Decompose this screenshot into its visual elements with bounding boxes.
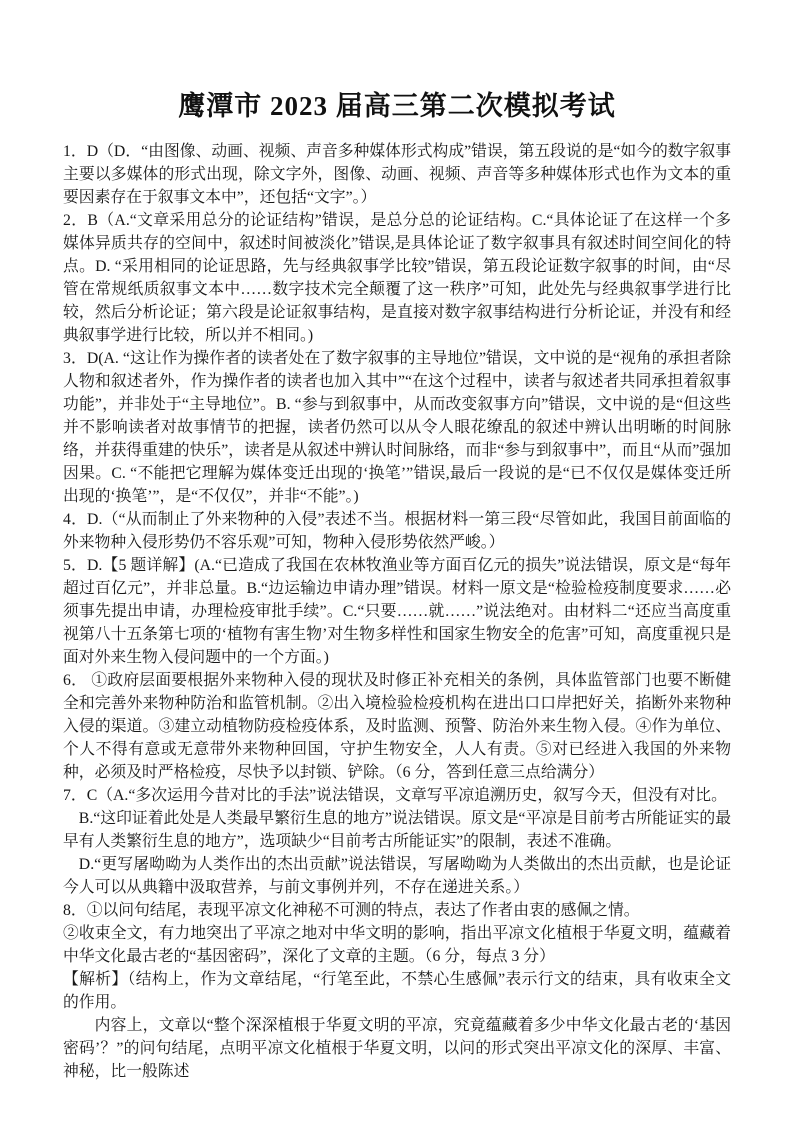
answer-key-body — [63, 140, 731, 1083]
answer-q7-option-b: B.“这印证着此处是人类最早繁衍生息的地方”说法错误。原文是“平凉是目前考古所能证实的最早有人类繁衍生息的地方”，选项缺少“目前考古所能证实”的限制，表述不准确。 — [63, 810, 731, 851]
answer-q1: 1．D（D．“由图像、动画、视频、声音多种媒体形式构成”错误，第五段说的是“如今的数字叙事主要以多媒体的形式出现，除文字外，图像、动画、视频、声音等多种媒体形式也作为文本的重要因素存在于叙事文本中”，还包括“文字”。） — [63, 143, 731, 207]
answer-q7-option-d: D.“更写屠呦呦为人类作出的杰出贡献”说法错误，写屠呦呦为人类做出的杰出贡献，也是论证今人可以从典籍中汲取营养，与前文事例并列，不存在递进关系。） — [63, 856, 731, 897]
answer-q6: 6． ①政府层面要根据外来物种入侵的现状及时修正补充相关的条例，具体监管部门也要不断健全和完善外来物种防治和监管机制。②出入境检验检疫机构在进出口口岸把好关，掐断外来物种入侵的渠道。③建立动植物防疫检疫体系，及时监测、预警、防治外来生物入侵。④作为单位、个人不得有意或无意带外来物种回国，守护生物安全，人人有责。⑤对已经进入我国的外来物种，必须及时严格检疫，尽快予以封锁、铲除。（6 分，答到任意三点给满分） — [63, 672, 731, 782]
answer-q8-point-2: ②收束全文，有力地突出了平凉之地对中华文明的影响，指出平凉文化植根于华夏文明，蕴藏着中华文化最古老的“基因密码”，深化了文章的主题。（6 分，每点 3 分） — [63, 925, 731, 966]
page-title: 鹰潭市 2023 届高三第二次模拟考试 — [178, 91, 616, 121]
answer-q5: 5．D.【5 题详解】(A.“已造成了我国在农林牧渔业等方面百亿元的损失”说法错误，原文是“每年超过百亿元”，并非总量。B.“边运输边申请办理”错误。材料一原文是“检验检疫制度要求……必须事先提出申请，办理检疫审批手续”。C.“只要……就……”说法绝对。由材料二“还应当高度重视第八十五条第七项的‘植物有害生物’对生物多样性和国家生物安全的危害”可知，高度重视只是面对外来生物入侵问题中的一个方面。) — [63, 557, 731, 667]
answer-q7-option-a: 7．C（A.“多次运用今昔对比的手法”说法错误，文章写平凉追溯历史，叙写今天，但没有对比。 — [63, 787, 727, 805]
answer-q3: 3．D(A. “这让作为操作者的读者处在了数字叙事的主导地位”错误，文中说的是“视角的承担者除人物和叙述者外，作为操作者的读者也加入其中”“在这个过程中，读者与叙述者共同承担着叙事功能”，并非处于“主导地位”。B. “参与到叙事中，从而改变叙事方向”错误，文中说的是“但这些并不影响读者对故事情节的把握，读者仍然可以从令人眼花缭乱的叙述中辨认出明晰的时间脉络，并获得重建的快乐”，读者是从叙述中辨认时间脉络，而非“参与到叙事中”，而且“从而”强加因果。C. “不能把它理解为媒体变迁出现的‘换笔’”错误,最后一段说的是“已不仅仅是媒体变迁所出现的‘换笔’”，是“不仅仅”，并非“不能”。) — [63, 350, 731, 506]
answer-q2: 2．B（A.“文章采用总分的论证结构”错误，是总分总的论证结构。C.“具体论证了在这样一个多媒体异质共存的空间中，叙述时间被淡化”错误,是具体论证了数字叙事具有叙述时间空间化的特点。D. “采用相同的论证思路，先与经典叙事学比较”错误，第五段论证数字叙事的时间，由“尽管在常规纸质叙事文本中……数字技术完全颠覆了这一秩序”可知，此处先与经典叙事学进行比较，然后分析论证；第六段是论证叙事结构，是直接对数字叙事结构进行分析论证，并没有和经典叙事学进行比较，所以并不相同。) — [63, 212, 731, 345]
answer-q8-analysis-structure: 【解析】（结构上，作为文章结尾，“行笔至此，不禁心生感佩”表示行文的结束，具有收束全文的作用。 — [63, 971, 731, 1012]
answer-q8-point-1: 8．①以问句结尾，表现平凉文化神秘不可测的特点，表达了作者由衷的感佩之情。 — [63, 902, 640, 920]
answer-q8-analysis-content: 内容上，文章以“整个深深植根于华夏文明的平凉，究竟蕴藏着多少中华文化最古老的‘基因密码’？”的问句结尾，点明平凉文化植根于华夏文明，以问的形式突出平凉文化的深厚、丰富、神秘，比一般陈述 — [63, 1017, 731, 1081]
answer-q4: 4．D.（“从而制止了外来物种的入侵”表述不当。根据材料一第三段“尽管如此，我国目前面临的外来物种入侵形势仍不容乐观”可知，物种入侵形势依然严峻。） — [63, 511, 731, 552]
